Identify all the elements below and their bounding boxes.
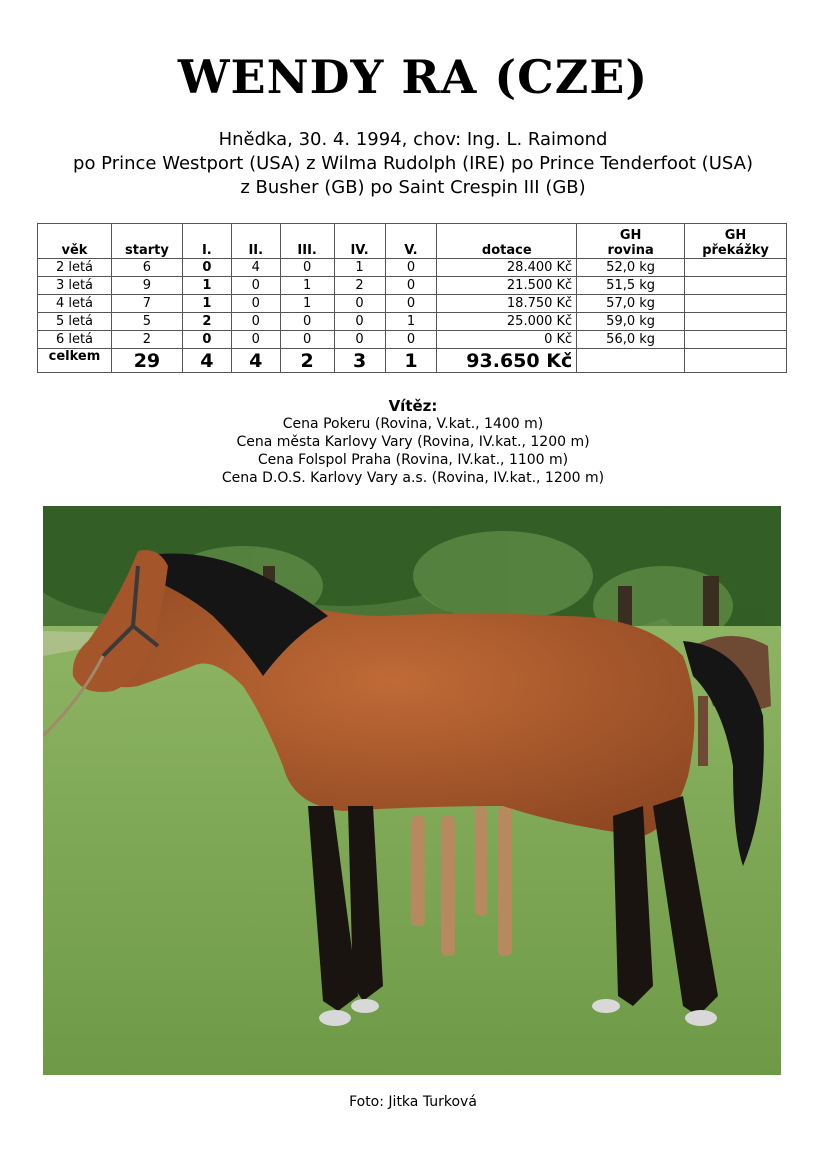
cell-place-3: 0 <box>280 313 334 331</box>
total-gh-rovina <box>577 349 685 373</box>
col-header-gh-prekazky <box>685 224 787 259</box>
winner-section <box>0 397 826 487</box>
horse-photo <box>43 506 781 1075</box>
cell-place-4: 0 <box>334 313 385 331</box>
cell-place-4: 1 <box>334 259 385 277</box>
cell-place-5: 0 <box>385 277 437 295</box>
col-header-dotace: dotace <box>437 224 577 259</box>
cell-gh-prekazky <box>685 313 787 331</box>
cell-place-2: 0 <box>231 313 280 331</box>
total-place-2: 4 <box>231 349 280 373</box>
cell-gh-prekazky <box>685 295 787 313</box>
cell-place-3: 1 <box>280 295 334 313</box>
cell-place-1: 0 <box>182 331 231 349</box>
total-label: celkem <box>38 349 112 373</box>
photo-caption: Foto: Jitka Turková <box>349 1094 477 1110</box>
cell-dotace: 0 Kč <box>437 331 577 349</box>
cell-place-4: 0 <box>334 331 385 349</box>
cell-gh-rovina: 56,0 kg <box>577 331 685 349</box>
cell-gh-prekazky <box>685 259 787 277</box>
cell-place-5: 0 <box>385 259 437 277</box>
total-place-5: 1 <box>385 349 437 373</box>
cell-place-2: 0 <box>231 277 280 295</box>
total-gh-prekazky <box>685 349 787 373</box>
cell-starty: 9 <box>111 277 182 295</box>
winner-race: Cena města Karlovy Vary (Rovina, IV.kat., 1200 m) <box>236 434 590 450</box>
pedigree-line-3: z Busher (GB) po Saint Crespin III (GB) <box>240 177 586 198</box>
cell-gh-prekazky <box>685 331 787 349</box>
table-header-row <box>38 224 787 259</box>
cell-place-3: 0 <box>280 331 334 349</box>
col-header-place-4: IV. <box>334 224 385 259</box>
cell-vek: 5 letá <box>38 313 112 331</box>
cell-place-4: 2 <box>334 277 385 295</box>
cell-gh-rovina: 59,0 kg <box>577 313 685 331</box>
cell-place-2: 4 <box>231 259 280 277</box>
table-row <box>38 295 787 313</box>
cell-place-2: 0 <box>231 331 280 349</box>
cell-gh-rovina: 51,5 kg <box>577 277 685 295</box>
total-place-4: 3 <box>334 349 385 373</box>
col-header-gh-rovina <box>577 224 685 259</box>
pedigree-line-1: Hnědka, 30. 4. 1994, chov: Ing. L. Raimond <box>218 129 608 150</box>
cell-place-5: 0 <box>385 295 437 313</box>
gh-rovina-line-1: GH <box>619 228 642 243</box>
cell-place-1: 1 <box>182 277 231 295</box>
col-header-starty: starty <box>111 224 182 259</box>
cell-vek: 2 letá <box>38 259 112 277</box>
col-header-vek: věk <box>38 224 112 259</box>
cell-place-5: 1 <box>385 313 437 331</box>
cell-place-1: 2 <box>182 313 231 331</box>
winner-race: Cena Folspol Praha (Rovina, IV.kat., 1100 m) <box>257 452 569 468</box>
col-header-place-2: II. <box>231 224 280 259</box>
cell-starty: 5 <box>111 313 182 331</box>
cell-vek: 6 letá <box>38 331 112 349</box>
cell-place-1: 0 <box>182 259 231 277</box>
total-starty: 29 <box>111 349 182 373</box>
cell-place-5: 0 <box>385 331 437 349</box>
cell-dotace: 18.750 Kč <box>437 295 577 313</box>
col-header-place-5: V. <box>385 224 437 259</box>
total-place-1: 4 <box>182 349 231 373</box>
cell-place-3: 1 <box>280 277 334 295</box>
total-place-3: 2 <box>280 349 334 373</box>
table-row <box>38 277 787 295</box>
gh-prekazky-line-2: překážky <box>702 243 769 258</box>
cell-gh-prekazky <box>685 277 787 295</box>
table-row <box>38 259 787 277</box>
table-row <box>38 313 787 331</box>
cell-vek: 3 letá <box>38 277 112 295</box>
cell-place-1: 1 <box>182 295 231 313</box>
cell-starty: 2 <box>111 331 182 349</box>
page-title: WENDY RA (CZE) <box>177 50 649 104</box>
cell-gh-rovina: 57,0 kg <box>577 295 685 313</box>
pedigree-line-2: po Prince Westport (USA) z Wilma Rudolph (IRE) po Prince Tenderfoot (USA) <box>73 153 753 174</box>
cell-dotace: 28.400 Kč <box>437 259 577 277</box>
col-header-place-1: I. <box>182 224 231 259</box>
winner-race: Cena D.O.S. Karlovy Vary a.s. (Rovina, IV.kat., 1200 m) <box>221 470 605 486</box>
col-header-place-3: III. <box>280 224 334 259</box>
pedigree-block <box>0 128 826 200</box>
total-dotace: 93.650 Kč <box>437 349 577 373</box>
cell-vek: 4 letá <box>38 295 112 313</box>
cell-place-2: 0 <box>231 295 280 313</box>
table-row <box>38 331 787 349</box>
table-total-row <box>38 349 787 373</box>
gh-rovina-line-2: rovina <box>607 243 654 258</box>
winner-heading: Vítěz: <box>388 397 438 415</box>
cell-gh-rovina: 52,0 kg <box>577 259 685 277</box>
racing-stats-table <box>37 223 787 373</box>
gh-prekazky-line-1: GH <box>724 228 747 243</box>
cell-starty: 6 <box>111 259 182 277</box>
cell-dotace: 25.000 Kč <box>437 313 577 331</box>
cell-dotace: 21.500 Kč <box>437 277 577 295</box>
cell-starty: 7 <box>111 295 182 313</box>
winner-race: Cena Pokeru (Rovina, V.kat., 1400 m) <box>282 416 544 432</box>
cell-place-3: 0 <box>280 259 334 277</box>
cell-place-4: 0 <box>334 295 385 313</box>
